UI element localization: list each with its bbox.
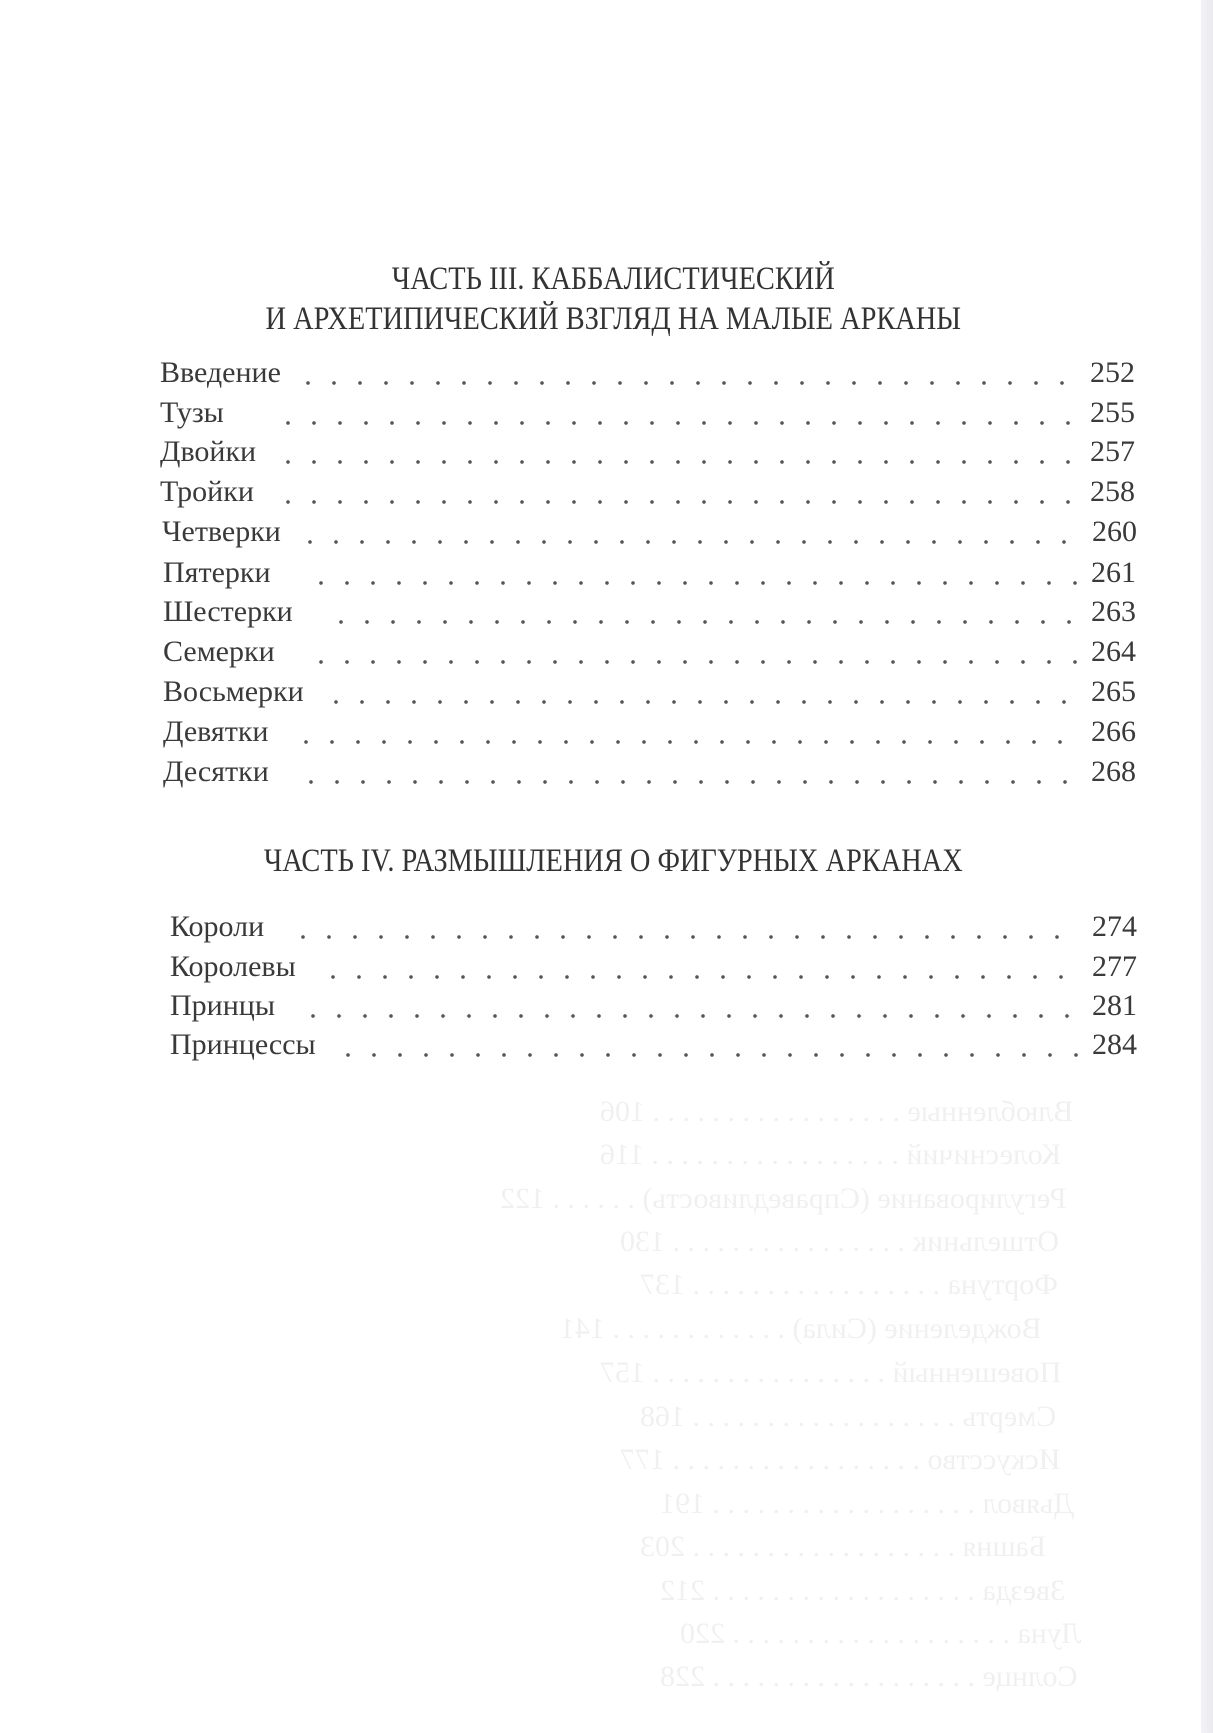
section-title-part-3-line-1: ЧАСТЬ III. КАББАЛИСТИЧЕСКИЙ — [391, 261, 835, 297]
toc-entry-page: 255 — [1090, 396, 1135, 429]
toc-entry-label: Десятки — [163, 752, 275, 792]
toc-entry[interactable] — [163, 712, 1143, 752]
show-through-text: Регулирование (Справедливость) . . . . . . 122 — [500, 1182, 1067, 1215]
leader-dots — [323, 672, 1078, 712]
toc-entry-page: 260 — [1092, 515, 1137, 548]
leader-dots — [320, 947, 1080, 987]
show-through-text: Искусство . . . . . . . . . . . . . . . . . 177 — [620, 1443, 1061, 1476]
leader-dots — [290, 907, 1080, 947]
leader-dots — [308, 553, 1078, 593]
toc-entry-label: Короли — [170, 907, 270, 947]
toc-entry[interactable] — [163, 632, 1143, 672]
toc-entry-page: 266 — [1091, 715, 1136, 748]
toc-entry-label: Принцы — [170, 986, 281, 1026]
toc-entry-page: 274 — [1092, 910, 1137, 943]
toc-entry-page: 277 — [1092, 950, 1137, 983]
toc-entry-label: Пятерки — [163, 553, 277, 593]
toc-entry-label: Шестерки — [163, 592, 299, 632]
show-through-text: Фортуна . . . . . . . . . . . . . . . . . 137 — [640, 1268, 1058, 1301]
toc-entry-label: Двойки — [160, 432, 262, 472]
show-through-text: Солнце . . . . . . . . . . . . . . . . . . 228 — [660, 1660, 1078, 1693]
toc-entry[interactable] — [170, 986, 1150, 1026]
leader-dots — [335, 1025, 1080, 1065]
show-through-text: Башня . . . . . . . . . . . . . . . . . . 203 — [640, 1530, 1046, 1563]
toc-entry[interactable] — [160, 353, 1140, 393]
section-title-part-3-line-2: И АРХЕТИПИЧЕСКИЙ ВЗГЛЯД НА МАЛЫЕ АРКАНЫ — [265, 301, 962, 337]
toc-entry[interactable] — [163, 592, 1143, 632]
toc-entry-label: Введение — [160, 353, 287, 393]
show-through-text: Вожделение (Сила) . . . . . . . . . . . . 141 — [560, 1312, 1042, 1345]
show-through-text: Звезда . . . . . . . . . . . . . . . . . . 212 — [660, 1574, 1066, 1607]
leader-dots — [300, 986, 1080, 1026]
show-through-text: Отшельник . . . . . . . . . . . . . . . . 130 — [620, 1225, 1060, 1258]
toc-entry-label: Девятки — [163, 712, 274, 752]
leader-dots — [275, 432, 1075, 472]
toc-entry-label: Семерки — [163, 632, 281, 672]
toc-entry-page: 263 — [1091, 595, 1136, 628]
toc-entry-page: 261 — [1091, 556, 1136, 589]
toc-entry[interactable] — [162, 512, 1142, 552]
toc-entry-page: 264 — [1091, 635, 1136, 668]
toc-entry-label: Королевы — [170, 947, 302, 987]
show-through-text: Луна . . . . . . . . . . . . . . . . . . . 220 — [680, 1617, 1082, 1650]
page-edge-shadow — [1201, 0, 1213, 1733]
toc-entry-label: Тузы — [160, 393, 230, 433]
toc-entry[interactable] — [160, 393, 1140, 433]
show-through-text: Смерть . . . . . . . . . . . . . . . . . . 168 — [640, 1400, 1057, 1433]
toc-entry[interactable] — [160, 472, 1140, 512]
toc-entry-page: 281 — [1092, 989, 1137, 1022]
toc-entry[interactable] — [163, 672, 1143, 712]
toc-entry-page: 257 — [1090, 435, 1135, 468]
leader-dots — [308, 632, 1078, 672]
leader-dots — [297, 512, 1077, 552]
leader-dots — [295, 353, 1075, 393]
show-through-text: Дьявол . . . . . . . . . . . . . . . . . . 191 — [660, 1487, 1074, 1520]
leader-dots — [328, 592, 1078, 632]
toc-entry[interactable] — [160, 432, 1140, 472]
toc-entry-label: Принцессы — [170, 1025, 322, 1065]
toc-entry[interactable] — [163, 752, 1143, 792]
toc-entry[interactable] — [163, 553, 1143, 593]
toc-entry[interactable] — [170, 907, 1150, 947]
toc-entry-page: 268 — [1091, 755, 1136, 788]
leader-dots — [293, 712, 1078, 752]
toc-entry[interactable] — [170, 947, 1150, 987]
toc-entry-label: Четверки — [162, 512, 287, 552]
show-through-text: Колесничий . . . . . . . . . . . . . . . . . 116 — [600, 1138, 1062, 1171]
toc-entry-page: 265 — [1091, 675, 1136, 708]
toc-entry-label: Восьмерки — [163, 672, 310, 712]
toc-entry-label: Тройки — [160, 472, 260, 512]
toc-entry-page: 258 — [1090, 475, 1135, 508]
leader-dots — [275, 472, 1075, 512]
show-through-text: Влюбленные . . . . . . . . . . . . . . . . . 106 — [600, 1095, 1074, 1128]
show-through-text: Повешенный . . . . . . . . . . . . . . . . 157 — [600, 1356, 1062, 1389]
section-title-part-4: ЧАСТЬ IV. РАЗМЫШЛЕНИЯ О ФИГУРНЫХ АРКАНАХ — [263, 843, 963, 879]
leader-dots — [298, 752, 1078, 792]
toc-entry[interactable] — [170, 1025, 1150, 1065]
leader-dots — [275, 393, 1075, 433]
toc-entry-page: 252 — [1090, 356, 1135, 389]
toc-entry-page: 284 — [1092, 1028, 1137, 1061]
